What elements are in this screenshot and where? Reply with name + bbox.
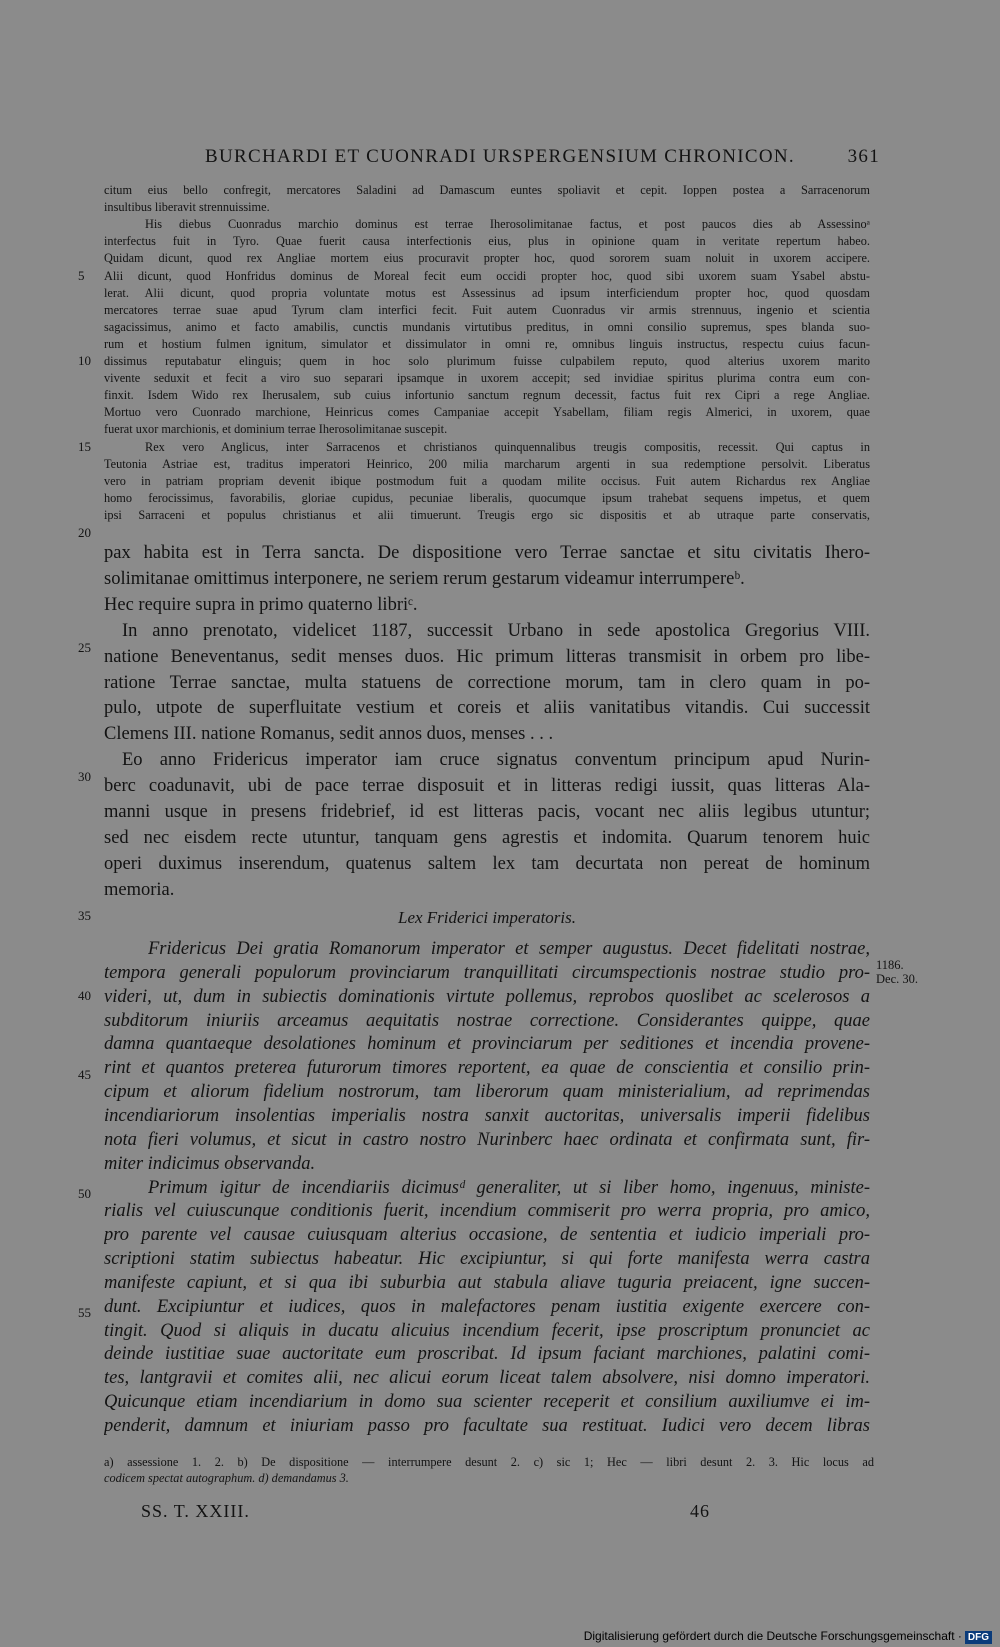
- running-title: BURCHARDI ET CUONRADI URSPERGENSIUM CHRONICON.: [205, 146, 795, 167]
- text-line: interfectus fuit in Tyro. Quae fuerit causa interfectionis eius, plus in opinione quam in veritate repertum habeo.: [104, 234, 870, 249]
- text-line: sagacissimus, animo et facto amabilis, cunctis mundanis virtutibus preditus, in omni consilio supremus, spes blanda suo-: [104, 319, 870, 334]
- text-line: miter indicimus observanda.: [104, 1153, 316, 1174]
- line-number: 5: [78, 268, 85, 283]
- line-number: 30: [78, 769, 91, 784]
- text-line: incendiariorum insolentias imperialis nostra sanxit auctoritas, universalis imperii fidelibus: [104, 1105, 870, 1126]
- text-line: pro parente vel causae cuiusquam alterius occasione, de sententia et iudicio imperiali pro-: [104, 1225, 870, 1246]
- text-line: homo ferocissimus, favorabilis, gloriae cupidus, pecuniae liberalis, quocumque ipsum trahebat sequens impetus, et quem: [104, 490, 870, 505]
- text-line: deinde iustitiae suae auctoritate eum proscribat. Id ipsum faciant marchiones, palatini comi-: [104, 1344, 870, 1365]
- line-number: 15: [78, 439, 91, 454]
- text-line: Primum igitur de incendiariis dicimusᵈ generaliter, ut si liber homo, ingenuus, ministe-: [148, 1177, 870, 1198]
- text-line: rint et quantos preterea futurorum timores reportent, ea quae de conscientia et consilio prin-: [104, 1058, 870, 1079]
- line-number: 10: [78, 353, 91, 368]
- line-number: 50: [78, 1186, 91, 1201]
- text-line: lerat. Alii dicunt, quod propria voluntate motus est Assessinus ad ipsum interficiendum propter hoc, quod quosdam: [104, 285, 870, 300]
- text-line: fuerat uxor marchionis, et dominium terrae Iherosolimitanae suscepit.: [104, 422, 448, 437]
- text-line: mercatores terrae suae apud Tyrum clam interfici fecit. Fuit autem Cuonradus vir armis strennuus, ingenio et scientia: [104, 302, 870, 317]
- line-number: 45: [78, 1067, 91, 1082]
- text-line: Quicunque etiam incendiarium in domo sua scienter receperit et consilium auxiliumve ei im-: [104, 1392, 870, 1413]
- text-line: tes, lantgravii et comites alii, nec alicui eorum liceat talem absolvere, nisi domno imperatori.: [104, 1368, 870, 1389]
- text-line: subditorum iniuriis arceamus aequitatis nostrae correctione. Considerantes quippe, quae: [104, 1010, 870, 1031]
- text-line: scriptioni statim subiectus habeatur. Hic excipiuntur, si qui forte manifesta werra castra: [104, 1249, 870, 1270]
- margin-date-year: 1186.: [876, 958, 904, 972]
- text-line: vero in patriam propriam devenit ibique postmodum fuit a quodam milite occisus. Fuit autem Richardus rex Angliae: [104, 473, 870, 488]
- text-line: Quidam dicunt, quod rex Angliae mortem eius procuravit propter hoc, quod sororem suam noluit in uxorem accipere.: [104, 251, 870, 266]
- text-line: pulo, utpote de superfluitate vestium et coreis et aliis vanitatibus vitandis. Cui successit: [104, 698, 870, 719]
- text-line: cipum et aliorum fidelium nostrorum, tam liberorum quam ministerialium, ad reprimendas: [104, 1082, 870, 1103]
- footnote-line: a) assessione 1. 2. b) De dispositione — interrumpere desunt 2. c) sic 1; Hec — libri desunt 2. 3. Hic locus ad: [104, 1455, 874, 1469]
- page-number: 361: [847, 146, 880, 167]
- text-line: sed nec eisdem recte utuntur, tanquam gens agrestis et indomita. Quarum tenorem huic: [104, 827, 870, 848]
- text-line: pax habita est in Terra sancta. De dispositione vero Terrae sanctae et situ civitatis Ihero-: [104, 543, 870, 563]
- text-line: Rex vero Anglicus, inter Sarracenos et christianos quinquennalibus treugis compositis, recessit. Qui captus in: [145, 439, 870, 454]
- text-line: His diebus Cuonradus marchio dominus est terrae Iherosolimitanae factus, et post paucos dies ab Assessinoᵃ: [145, 217, 870, 232]
- text-line: Alii dicunt, quod Honfridus dominus de Moreal fecit eum occidi propter hoc, quod sibi uxorem suam Ysabel abstu-: [104, 268, 870, 283]
- section-title: Lex Friderici imperatoris.: [397, 908, 576, 927]
- text-line: videri, ut, dum in subiectis dominationis virtute pollemus, reprobos quoslibet ac scelerosos a: [104, 986, 870, 1007]
- line-number: 55: [78, 1305, 91, 1320]
- dfg-logo: DFG: [965, 1631, 992, 1644]
- text-line: Eo anno Fridericus imperator iam cruce signatus conventum principum apud Nurin-: [122, 750, 870, 771]
- text-line: tempora generali populorum provinciarum tranquillitati circumspectionis nostrae studio pro-: [104, 962, 870, 983]
- line-number: 35: [78, 908, 91, 923]
- text-line: berc coadunavit, ubi de pace terrae disposuit et in litteras redigi iussit, quas litteras Ala-: [104, 776, 870, 797]
- line-number: 20: [78, 525, 91, 540]
- margin-date: [876, 958, 918, 986]
- line-number: 40: [78, 988, 91, 1003]
- text-line: citum eius bello confregit, mercatores Saladini ad Damascum euntes spoliavit et cepit. Ioppen postea a Sarracenorum: [104, 183, 870, 197]
- text-line: ipsi Sarraceni et populus christianus et alii timuerunt. Treugis ergo sic dispositis et ab utraque parte conservatis,: [104, 507, 870, 522]
- text-line: Hec require supra in primo quaterno libriᶜ.: [104, 594, 418, 615]
- text-line: dunt. Excipiuntur et iudices, quos in malefactores penam iustitia exigente exercere con-: [104, 1296, 870, 1317]
- text-line: insultibus liberavit strennuissime.: [104, 200, 270, 215]
- line-number: 25: [78, 640, 91, 655]
- text-line: manni usque in presens fridebrief, id est litteras pacis, vocant nec aliis legibus utuntur;: [104, 802, 870, 822]
- text-line: rum et hostium fulmen ignitum, simulator et dissimulator in omni re, omnibus linguis instructus, respectu cuius facun-: [104, 336, 870, 351]
- footnote-line: codicem spectat autographum. d) demandamus 3.: [104, 1471, 349, 1485]
- text-line: Mortuo vero Cuonrado marchione, Heinricus comes Campaniae accepit Ysabellam, filiam regis Almerici, in uxorem, quae: [104, 405, 870, 420]
- text-line: manifeste capiunt, et si qua ibi suburbia aut stabula aliave tuguria preiacent, igne succen-: [104, 1272, 870, 1293]
- text-line: rialis vel cuiuscunque conditionis fuerit, incendium commiserit pro werra propria, pro amico,: [104, 1201, 870, 1222]
- text-line: operi duximus inserendum, quatenus saltem lex tam decurtata non pereat de hominum: [104, 853, 870, 874]
- text-line: damna quantaeque desolationes hominum et provinciarum per seditiones et incendia provene-: [104, 1034, 870, 1055]
- text-line: memoria.: [104, 879, 175, 900]
- margin-date-day: Dec. 30.: [876, 972, 918, 986]
- digitization-credit: [584, 1629, 992, 1644]
- text-line: solimitanae omittimus interponere, ne seriem rerum gestarum videamur interrumpereᵇ.: [104, 568, 745, 589]
- credit-text: Digitalisierung gefördert durch die Deutsche Forschungsgemeinschaft ·: [583, 1629, 962, 1643]
- text-line: nota fieri volumus, et sicut in castro nostro Nurinberc haec ordinata et confirmata sunt, fir-: [104, 1129, 870, 1150]
- footer-signature: SS. T. XXIII.: [141, 1501, 250, 1521]
- text-line: vivente seduxit et fecit a viro suo separari ipsamque in uxorem accepit; sed invidiae spiritus plurima contra eum con-: [104, 371, 870, 386]
- text-line: ratione Terrae sanctae, multa statuens de correctione morum, tam in clero quam in po-: [104, 672, 870, 693]
- text-line: tingit. Quod si aliquis in ducatu alicuius incendium fecerit, ipse proscriptum pronunciet ac: [104, 1320, 870, 1341]
- text-line: Teutonia Astriae est, traditus imperatori Heinrico, 200 milia marcharum argenti in sua redemptione persolvit. Liberatus: [104, 456, 870, 471]
- text-line: penderit, damnum et iniuriam passo pro facultate sua restituat. Iudici vero decem libras: [104, 1416, 870, 1436]
- running-header: [205, 146, 880, 168]
- text-line: In anno prenotato, videlicet 1187, successit Urbano in sede apostolica Gregorius VIII.: [122, 620, 870, 641]
- text-line: Fridericus Dei gratia Romanorum imperator et semper augustus. Decet fidelitati nostrae,: [148, 939, 870, 959]
- footer-sheet-number: 46: [690, 1501, 710, 1521]
- text-line: dissimus reputabatur elinguis; quem in hoc solo plurimum fuisse culpabilem reputo, quod alterius uxorem marito: [104, 354, 870, 368]
- text-line: natione Beneventanus, sedit menses duos. Hic primum litteras transmisit in orbem pro libe-: [104, 646, 870, 667]
- text-line: Clemens III. natione Romanus, sedit annos duos, menses . . .: [104, 724, 554, 745]
- text-line: finxit. Isdem Wido rex Iherusalem, sub cuius infortunio sanctum regnum decessit, factus fuit rex Cipri a rege Angliae.: [104, 388, 870, 403]
